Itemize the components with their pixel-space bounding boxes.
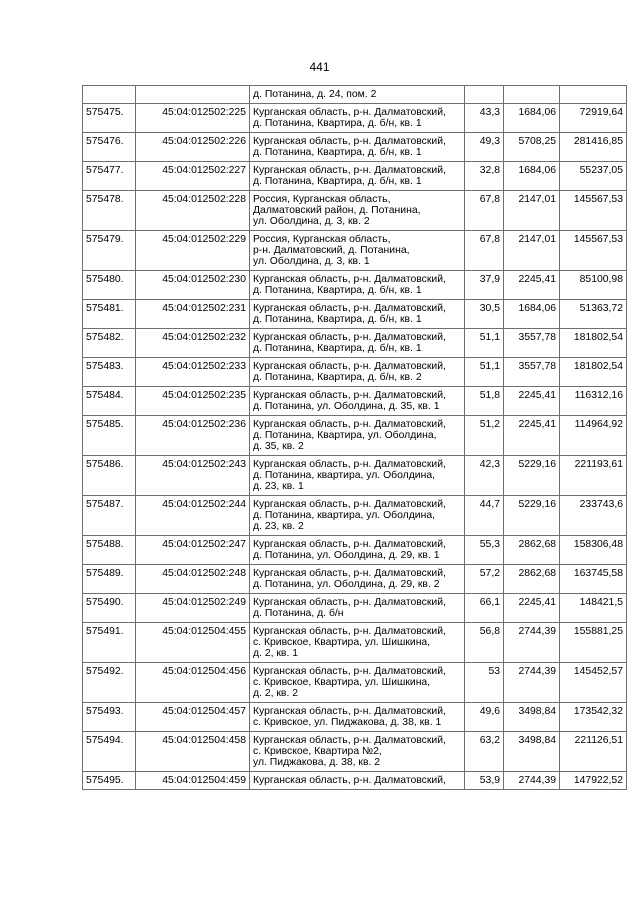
price-per-unit-cell: 2245,41 <box>504 594 560 623</box>
address-line: с. Кривское, Квартира, ул. Шишкина, <box>253 677 431 688</box>
cadastral-cost-cell: 158306,48 <box>560 536 627 565</box>
row-number-cell: 575476. <box>83 133 136 162</box>
row-number-cell: 575480. <box>83 271 136 300</box>
row-number-cell: 575484. <box>83 387 136 416</box>
table-row <box>83 300 627 329</box>
table-row <box>83 594 627 623</box>
address-line: д. Потанина, квартира, ул. Оболдина, <box>253 470 436 481</box>
address-cell <box>250 191 465 231</box>
price-per-unit-cell: 3498,84 <box>504 703 560 732</box>
address-cell <box>250 536 465 565</box>
row-number-cell: 575489. <box>83 565 136 594</box>
address-line: с. Кривское, Квартира №2, <box>253 746 382 757</box>
cadastral-cost-cell: 181802,54 <box>560 358 627 387</box>
table-row <box>83 133 627 162</box>
area-cell <box>465 86 504 104</box>
address-line: д. Потанина, д. 24, пом. 2 <box>253 89 377 100</box>
table-row <box>83 536 627 565</box>
cadastral-number-cell: 45:04:012502:248 <box>136 565 250 594</box>
cadastral-number-cell: 45:04:012502:233 <box>136 358 250 387</box>
address-line: Курганская область, р-н. Далматовский, <box>253 666 446 677</box>
address-line: д. Потанина, квартира, ул. Оболдина, <box>253 510 436 521</box>
address-cell <box>250 565 465 594</box>
table-row <box>83 162 627 191</box>
address-line: Курганская область, р-н. Далматовский, <box>253 390 446 401</box>
cadastral-number-cell: 45:04:012502:227 <box>136 162 250 191</box>
area-cell: 44,7 <box>465 496 504 536</box>
area-cell: 56,8 <box>465 623 504 663</box>
address-line: Далматовский район, д. Потанина, <box>253 205 421 216</box>
address-line: д. Потанина, Квартира, д. б/н, кв. 1 <box>253 314 422 325</box>
cadastral-number-cell: 45:04:012502:229 <box>136 231 250 271</box>
address-cell <box>250 358 465 387</box>
cadastral-number-cell <box>136 86 250 104</box>
table-row <box>83 329 627 358</box>
price-per-unit-cell: 2744,39 <box>504 623 560 663</box>
area-cell: 53,9 <box>465 772 504 790</box>
address-line: д. 23, кв. 1 <box>253 481 304 492</box>
table-row <box>83 703 627 732</box>
area-cell: 55,3 <box>465 536 504 565</box>
area-cell: 53 <box>465 663 504 703</box>
price-per-unit-cell: 2245,41 <box>504 387 560 416</box>
address-line: Курганская область, р-н. Далматовский, <box>253 165 446 176</box>
address-line: Россия, Курганская область, <box>253 194 391 205</box>
cadastral-number-cell: 45:04:012502:231 <box>136 300 250 329</box>
row-number-cell: 575478. <box>83 191 136 231</box>
price-per-unit-cell: 1684,06 <box>504 104 560 133</box>
address-line: Курганская область, р-н. Далматовский, <box>253 775 446 786</box>
cadastral-number-cell: 45:04:012504:459 <box>136 772 250 790</box>
address-line: с. Кривское, ул. Пиджакова, д. 38, кв. 1 <box>253 717 442 728</box>
row-number-cell: 575475. <box>83 104 136 133</box>
area-cell: 32,8 <box>465 162 504 191</box>
row-number-cell: 575495. <box>83 772 136 790</box>
address-line: д. Потанина, Квартира, д. б/н, кв. 1 <box>253 118 422 129</box>
address-line: Курганская область, р-н. Далматовский, <box>253 568 446 579</box>
address-cell <box>250 104 465 133</box>
address-line: д. Потанина, д. б/н <box>253 608 344 619</box>
price-per-unit-cell: 2245,41 <box>504 416 560 456</box>
table-row <box>83 732 627 772</box>
row-number-cell: 575481. <box>83 300 136 329</box>
cadastral-cost-cell <box>560 86 627 104</box>
cadastral-cost-cell: 155881,25 <box>560 623 627 663</box>
row-number-cell: 575486. <box>83 456 136 496</box>
row-number-cell: 575490. <box>83 594 136 623</box>
price-per-unit-cell: 2245,41 <box>504 271 560 300</box>
address-cell <box>250 416 465 456</box>
address-cell <box>250 703 465 732</box>
table-row <box>83 663 627 703</box>
address-line: Курганская область, р-н. Далматовский, <box>253 626 446 637</box>
cadastral-number-cell: 45:04:012502:243 <box>136 456 250 496</box>
address-line: д. Потанина, Квартира, д. б/н, кв. 1 <box>253 176 422 187</box>
cadastral-number-cell: 45:04:012502:232 <box>136 329 250 358</box>
address-line: д. Потанина, Квартира, д. б/н, кв. 1 <box>253 285 422 296</box>
address-line: Курганская область, р-н. Далматовский, <box>253 136 446 147</box>
cadastral-cost-cell: 51363,72 <box>560 300 627 329</box>
table-row <box>83 387 627 416</box>
cadastral-number-cell: 45:04:012504:457 <box>136 703 250 732</box>
cadastral-cost-cell: 85100,98 <box>560 271 627 300</box>
table-row <box>83 565 627 594</box>
row-number-cell <box>83 86 136 104</box>
area-cell: 37,9 <box>465 271 504 300</box>
address-cell <box>250 732 465 772</box>
table-row <box>83 358 627 387</box>
table-row <box>83 231 627 271</box>
row-number-cell: 575477. <box>83 162 136 191</box>
cadastral-cost-cell: 233743,6 <box>560 496 627 536</box>
table-row <box>83 416 627 456</box>
address-line: Курганская область, р-н. Далматовский, <box>253 539 446 550</box>
address-line: ул. Оболдина, д. 3, кв. 1 <box>253 256 370 267</box>
table-row <box>83 496 627 536</box>
area-cell: 66,1 <box>465 594 504 623</box>
address-line: д. Потанина, Квартира, д. б/н, кв. 1 <box>253 343 422 354</box>
address-line: д. Потанина, Квартира, ул. Оболдина, <box>253 430 437 441</box>
cadastral-number-cell: 45:04:012502:235 <box>136 387 250 416</box>
area-cell: 67,8 <box>465 231 504 271</box>
address-cell <box>250 387 465 416</box>
price-per-unit-cell: 5229,16 <box>504 496 560 536</box>
cadastral-cost-cell: 145567,53 <box>560 231 627 271</box>
address-line: д. 2, кв. 2 <box>253 688 299 699</box>
price-per-unit-cell: 3557,78 <box>504 329 560 358</box>
cadastral-cost-cell: 55237,05 <box>560 162 627 191</box>
address-line: Курганская область, р-н. Далматовский, <box>253 332 446 343</box>
cadastral-number-cell: 45:04:012504:458 <box>136 732 250 772</box>
area-cell: 42,3 <box>465 456 504 496</box>
table-row <box>83 623 627 663</box>
address-cell <box>250 300 465 329</box>
price-per-unit-cell: 2744,39 <box>504 772 560 790</box>
area-cell: 49,3 <box>465 133 504 162</box>
area-cell: 51,1 <box>465 358 504 387</box>
price-per-unit-cell: 5229,16 <box>504 456 560 496</box>
address-cell <box>250 456 465 496</box>
table-row <box>83 191 627 231</box>
address-line: Курганская область, р-н. Далматовский, <box>253 597 446 608</box>
address-cell <box>250 133 465 162</box>
price-per-unit-cell: 2147,01 <box>504 191 560 231</box>
cadastral-cost-cell: 148421,5 <box>560 594 627 623</box>
row-number-cell: 575485. <box>83 416 136 456</box>
row-number-cell: 575491. <box>83 623 136 663</box>
cadastral-cost-cell: 281416,85 <box>560 133 627 162</box>
cadastral-cost-cell: 147922,52 <box>560 772 627 790</box>
address-line: Курганская область, р-н. Далматовский, <box>253 303 446 314</box>
address-cell <box>250 231 465 271</box>
cadastral-cost-cell: 72919,64 <box>560 104 627 133</box>
address-line: д. 23, кв. 2 <box>253 521 304 532</box>
address-cell <box>250 162 465 191</box>
address-line: д. 2, кв. 1 <box>253 648 299 659</box>
registry-table <box>82 85 627 790</box>
price-per-unit-cell: 2744,39 <box>504 663 560 703</box>
table-row <box>83 456 627 496</box>
row-number-cell: 575494. <box>83 732 136 772</box>
address-cell <box>250 271 465 300</box>
address-line: Курганская область, р-н. Далматовский, <box>253 499 446 510</box>
address-cell <box>250 594 465 623</box>
cadastral-number-cell: 45:04:012502:230 <box>136 271 250 300</box>
address-line: д. Потанина, ул. Оболдина, д. 29, кв. 1 <box>253 550 440 561</box>
row-number-cell: 575488. <box>83 536 136 565</box>
price-per-unit-cell: 3557,78 <box>504 358 560 387</box>
address-line: ул. Оболдина, д. 3, кв. 2 <box>253 216 370 227</box>
cadastral-number-cell: 45:04:012504:455 <box>136 623 250 663</box>
area-cell: 30,5 <box>465 300 504 329</box>
address-line: Курганская область, р-н. Далматовский, <box>253 274 446 285</box>
address-line: д. Потанина, Квартира, д. б/н, кв. 1 <box>253 147 422 158</box>
cadastral-number-cell: 45:04:012502:249 <box>136 594 250 623</box>
table-row <box>83 271 627 300</box>
address-line: Курганская область, р-н. Далматовский, <box>253 419 446 430</box>
area-cell: 51,1 <box>465 329 504 358</box>
price-per-unit-cell: 1684,06 <box>504 300 560 329</box>
row-number-cell: 575482. <box>83 329 136 358</box>
page-number: 441 <box>309 60 330 74</box>
address-line: д. Потанина, ул. Оболдина, д. 29, кв. 2 <box>253 579 440 590</box>
cadastral-number-cell: 45:04:012502:236 <box>136 416 250 456</box>
registry-table-body <box>83 86 627 790</box>
cadastral-number-cell: 45:04:012502:226 <box>136 133 250 162</box>
address-line: р-н. Далматовский, д. Потанина, <box>253 245 410 256</box>
address-cell <box>250 772 465 790</box>
cadastral-number-cell: 45:04:012504:456 <box>136 663 250 703</box>
price-per-unit-cell: 2862,68 <box>504 565 560 594</box>
address-line: с. Кривское, Квартира, ул. Шишкина, <box>253 637 431 648</box>
address-line: д. 35, кв. 2 <box>253 441 304 452</box>
row-number-cell: 575479. <box>83 231 136 271</box>
address-line: Курганская область, р-н. Далматовский, <box>253 361 446 372</box>
area-cell: 57,2 <box>465 565 504 594</box>
price-per-unit-cell: 1684,06 <box>504 162 560 191</box>
address-line: ул. Пиджакова, д. 38, кв. 2 <box>253 757 381 768</box>
cadastral-number-cell: 45:04:012502:225 <box>136 104 250 133</box>
cadastral-number-cell: 45:04:012502:228 <box>136 191 250 231</box>
row-number-cell: 575493. <box>83 703 136 732</box>
area-cell: 43,3 <box>465 104 504 133</box>
address-cell <box>250 663 465 703</box>
price-per-unit-cell: 5708,25 <box>504 133 560 162</box>
table-row <box>83 104 627 133</box>
price-per-unit-cell <box>504 86 560 104</box>
cadastral-cost-cell: 173542,32 <box>560 703 627 732</box>
row-number-cell: 575492. <box>83 663 136 703</box>
address-line: д. Потанина, Квартира, д. б/н, кв. 2 <box>253 372 422 383</box>
address-line: Курганская область, р-н. Далматовский, <box>253 706 446 717</box>
address-line: Курганская область, р-н. Далматовский, <box>253 735 446 746</box>
address-line: Россия, Курганская область, <box>253 234 391 245</box>
cadastral-cost-cell: 145567,53 <box>560 191 627 231</box>
table-row <box>83 772 627 790</box>
cadastral-cost-cell: 116312,16 <box>560 387 627 416</box>
address-line: д. Потанина, ул. Оболдина, д. 35, кв. 1 <box>253 401 440 412</box>
area-cell: 49,6 <box>465 703 504 732</box>
cadastral-cost-cell: 145452,57 <box>560 663 627 703</box>
cadastral-cost-cell: 221126,51 <box>560 732 627 772</box>
address-cell <box>250 86 465 104</box>
address-cell <box>250 496 465 536</box>
area-cell: 51,8 <box>465 387 504 416</box>
address-cell <box>250 623 465 663</box>
area-cell: 63,2 <box>465 732 504 772</box>
area-cell: 51,2 <box>465 416 504 456</box>
row-number-cell: 575483. <box>83 358 136 387</box>
price-per-unit-cell: 3498,84 <box>504 732 560 772</box>
cadastral-number-cell: 45:04:012502:247 <box>136 536 250 565</box>
cadastral-cost-cell: 163745,58 <box>560 565 627 594</box>
area-cell: 67,8 <box>465 191 504 231</box>
address-line: Курганская область, р-н. Далматовский, <box>253 107 446 118</box>
address-cell <box>250 329 465 358</box>
cadastral-cost-cell: 221193,61 <box>560 456 627 496</box>
price-per-unit-cell: 2147,01 <box>504 231 560 271</box>
cadastral-cost-cell: 114964,92 <box>560 416 627 456</box>
row-number-cell: 575487. <box>83 496 136 536</box>
address-line: Курганская область, р-н. Далматовский, <box>253 459 446 470</box>
cadastral-number-cell: 45:04:012502:244 <box>136 496 250 536</box>
price-per-unit-cell: 2862,68 <box>504 536 560 565</box>
table-row <box>83 86 627 104</box>
cadastral-cost-cell: 181802,54 <box>560 329 627 358</box>
